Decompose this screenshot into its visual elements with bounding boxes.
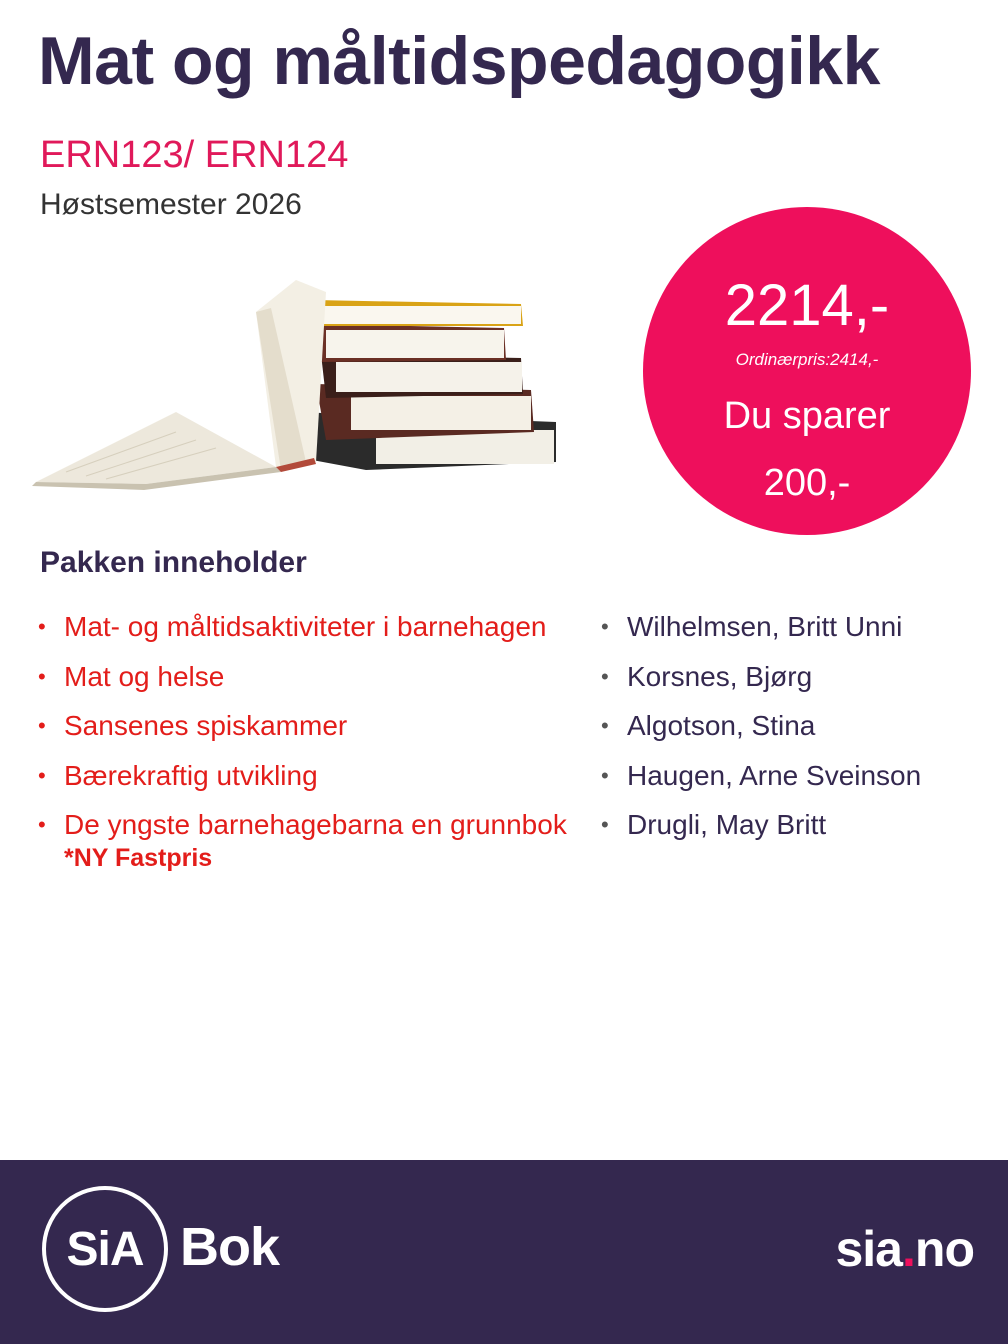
site-dot: . bbox=[902, 1221, 915, 1277]
book-author: Wilhelmsen, Britt Unni bbox=[627, 611, 903, 642]
logo-bok-text: Bok bbox=[180, 1217, 280, 1277]
package-heading: Pakken inneholder bbox=[40, 546, 307, 579]
list-item: • Wilhelmsen, Britt Unni bbox=[601, 611, 903, 642]
list-item: • De yngste barnehagebarna en grunnbok *NY Fastpris bbox=[38, 809, 567, 872]
list-item: • Korsnes, Bjørg bbox=[601, 660, 813, 692]
book-title: Mat- og måltidsaktiviteter i barnehagen bbox=[64, 611, 547, 642]
fixed-price-note: *NY Fastpris bbox=[64, 844, 213, 872]
list-item: • Haugen, Arne Sveinson bbox=[601, 759, 922, 791]
list-item: • Sansenes spiskammer bbox=[38, 710, 348, 741]
footer bbox=[0, 1160, 1008, 1344]
site-name: sia bbox=[835, 1221, 902, 1277]
sia-logo-icon bbox=[42, 1186, 168, 1312]
book-author: Haugen, Arne Sveinson bbox=[627, 759, 922, 791]
book-title: Bærekraftig utvikling bbox=[64, 759, 318, 791]
savings-label: Du sparer bbox=[723, 395, 891, 437]
book-title: Sansenes spiskammer bbox=[64, 710, 348, 741]
savings-amount: 200,- bbox=[763, 462, 851, 504]
ordinary-price: Ordinærpris:2414,- bbox=[735, 350, 879, 369]
package-price: 2214,- bbox=[724, 273, 890, 338]
author-list bbox=[601, 610, 921, 858]
list-item: • Mat- og måltidsaktiviteter i barnehagen bbox=[38, 611, 547, 642]
site-tld: no bbox=[914, 1221, 974, 1277]
book-author: Algotson, Stina bbox=[627, 710, 816, 741]
book-title-list bbox=[38, 610, 567, 872]
price-badge bbox=[643, 207, 971, 535]
book-stack-icon bbox=[26, 272, 566, 492]
book-title: Mat og helse bbox=[64, 660, 225, 692]
book-author: Drugli, May Britt bbox=[627, 809, 827, 840]
logo-sia-text: SiA bbox=[66, 1223, 144, 1276]
list-item: • Algotson, Stina bbox=[601, 710, 816, 741]
page-title: Mat og måltidspedagogikk bbox=[38, 23, 880, 99]
list-item: • Mat og helse bbox=[38, 660, 225, 692]
book-title: De yngste barnehagebarna en grunnbok bbox=[64, 809, 567, 840]
course-code: ERN123/ ERN124 bbox=[40, 134, 349, 176]
list-item: • Drugli, May Britt bbox=[601, 809, 827, 840]
site-link[interactable] bbox=[835, 1220, 974, 1278]
list-item: • Bærekraftig utvikling bbox=[38, 759, 318, 791]
book-author: Korsnes, Bjørg bbox=[627, 660, 813, 692]
semester: Høstsemester 2026 bbox=[40, 188, 302, 221]
